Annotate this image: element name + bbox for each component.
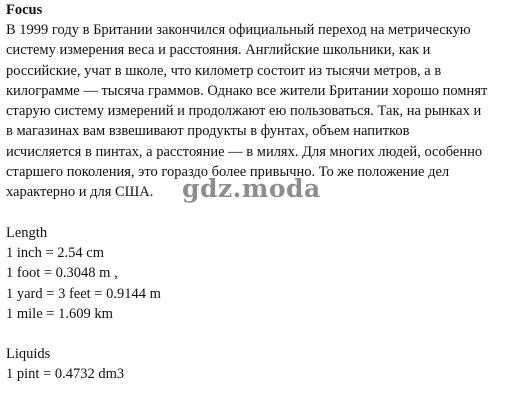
paragraph-line: в магазинах вам взвешивают продукты в фунтах, объем напитков — [6, 123, 410, 140]
blank-line — [6, 324, 504, 344]
length-heading: Length — [6, 224, 48, 241]
paragraph-line: старшего поколения, это гораздо более привычно. То же положение дел — [6, 164, 450, 181]
blank-line — [6, 203, 504, 223]
paragraph-line: систему измерения веса и расстояния. Английские школьники, как и — [6, 42, 431, 59]
conversion-item: 1 inch = 2.54 cm — [6, 245, 104, 262]
paragraph-line: российские, учат в школе, что километр состоит из тысячи метров, а в — [6, 62, 442, 79]
paragraph-line: килограмме — тысяча граммов. Однако все жители Британии хорошо помнят — [6, 82, 488, 99]
paragraph-line: характерно и для США. — [6, 184, 154, 201]
conversion-item: 1 foot = 0.3048 m , — [6, 265, 118, 282]
paragraph-line: исчисляется в пинтах, а расстояние — в милях. Для многих людей, особенно — [6, 143, 483, 160]
liquids-section — [6, 344, 504, 384]
conversion-item: 1 yard = 3 feet = 0.9144 m — [6, 285, 161, 302]
paragraph-line: В 1999 году в Британии закончился официальный переход на метрическую — [6, 22, 471, 38]
paragraph-line: старую систему измерений и продолжают ею пользоваться. Так, на рынках и — [6, 103, 482, 120]
conversion-item: 1 mile = 1.609 km — [6, 305, 113, 322]
watermark-logo: gdz.moda — [182, 174, 321, 203]
conversion-item: 1 pint = 0.4732 dm3 — [6, 366, 125, 383]
length-section — [6, 223, 504, 324]
liquids-heading: Liquids — [6, 346, 51, 363]
document-title: Focus — [6, 2, 43, 18]
